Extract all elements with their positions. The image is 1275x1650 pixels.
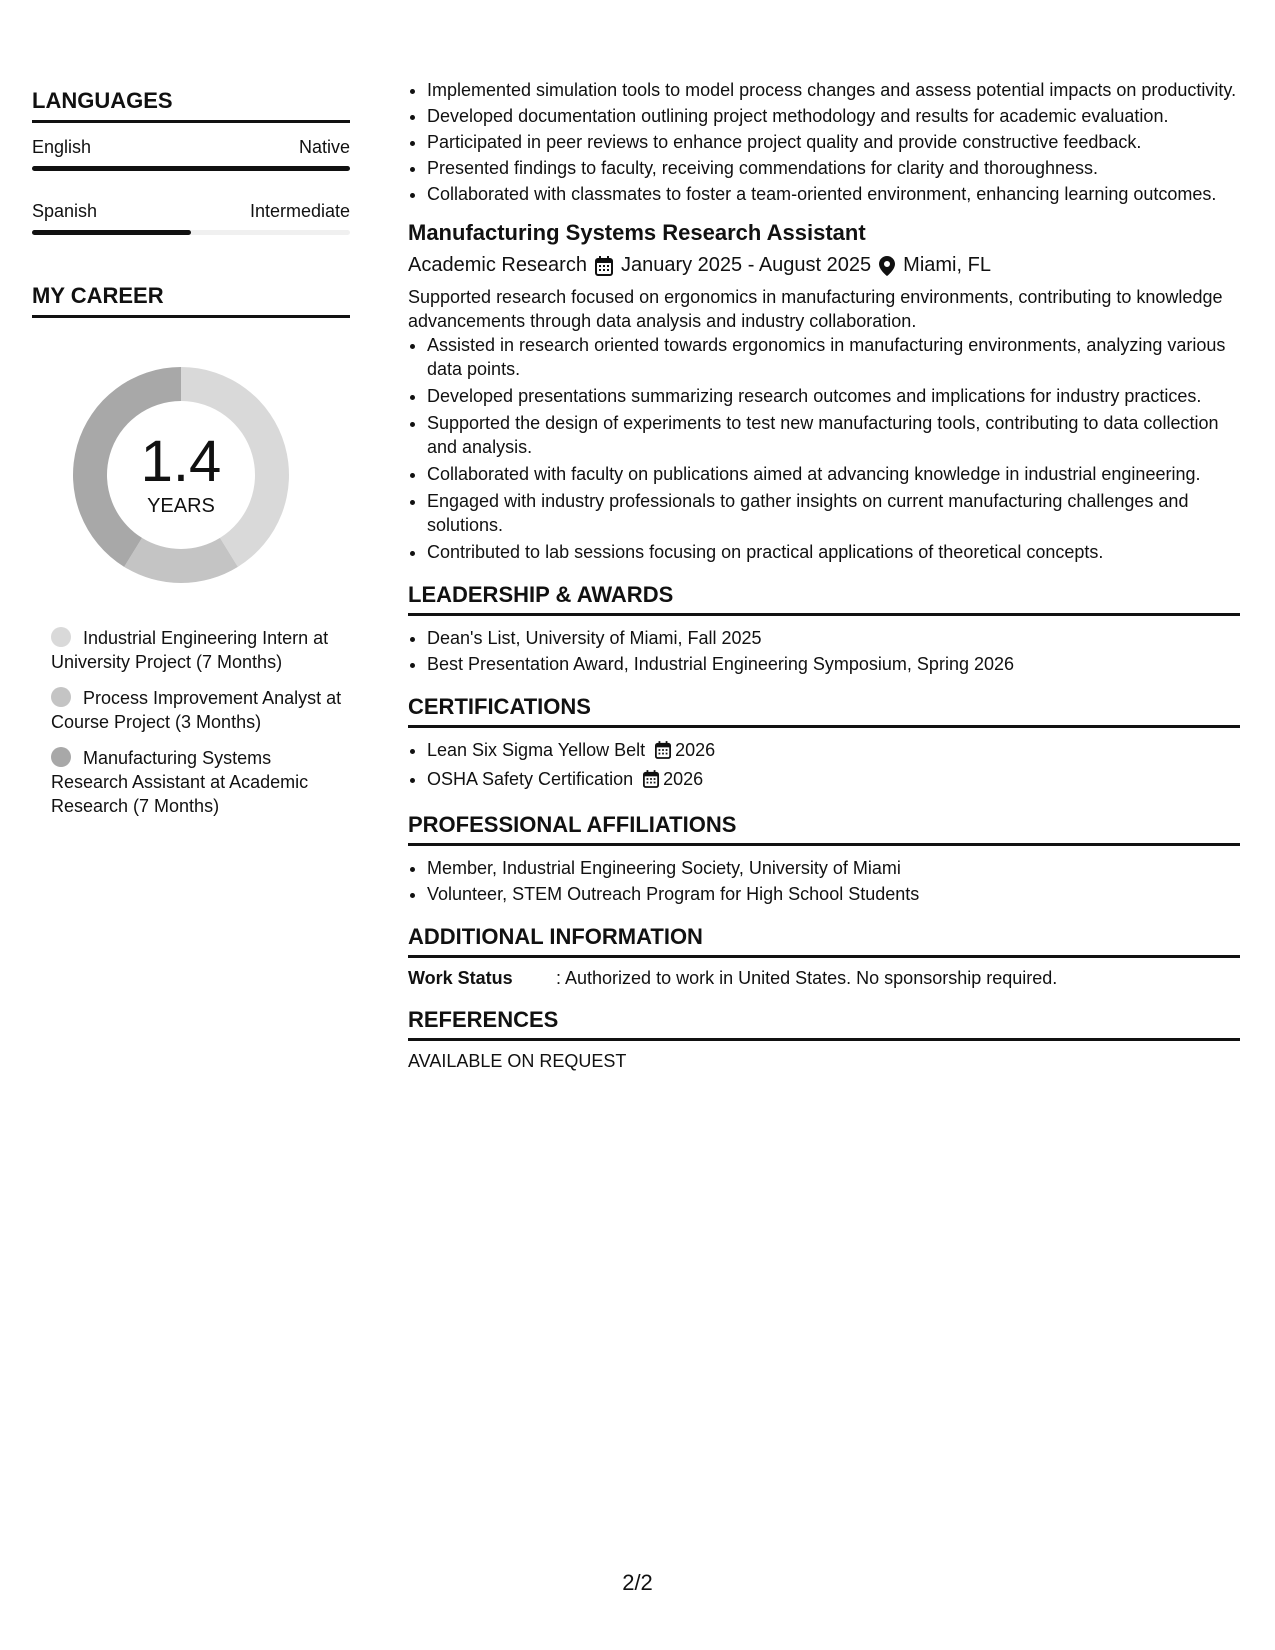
main-content — [408, 78, 1240, 1072]
career-donut-chart — [66, 360, 296, 590]
career-legend-item — [51, 746, 350, 818]
job-meta — [408, 254, 1240, 277]
language-name: Spanish — [32, 201, 98, 221]
certification-year: 2026 — [663, 769, 704, 789]
list-item: • Member, Industrial Engineering Society, University of Miami — [427, 856, 1240, 880]
affiliations-list — [408, 856, 1240, 906]
job-bullets — [408, 333, 1240, 564]
career-legend — [51, 626, 350, 818]
leadership-heading: LEADERSHIP & AWARDS — [408, 582, 1240, 616]
languages-heading: LANGUAGES — [32, 88, 350, 123]
list-item: • Assisted in research oriented towards ergonomics in manufacturing environments, analyzing various data points. — [427, 333, 1240, 381]
career-section — [32, 283, 350, 818]
list-item: • Developed presentations summarizing research outcomes and implications for industry practices. — [427, 384, 1240, 408]
language-level: Intermediate — [249, 201, 350, 221]
legend-dot — [51, 747, 71, 767]
legend-label: Industrial Engineering Intern at University Project (7 Months) — [51, 628, 329, 672]
leadership-list — [408, 626, 1240, 676]
job-company: Academic Research — [408, 254, 587, 276]
list-item: • Supported the design of experiments to test new manufacturing tools, contributing to data collection and analysis. — [427, 411, 1240, 459]
map-pin-icon — [879, 256, 895, 276]
language-item — [32, 137, 350, 171]
work-status-row — [408, 968, 1240, 989]
references-heading: REFERENCES — [408, 1007, 1240, 1041]
list-item: • Collaborated with faculty on publications aimed at advancing knowledge in industrial engineering. — [427, 462, 1240, 486]
job-description: Supported research focused on ergonomics in manufacturing environments, contributing to knowledge advancements through data analysis and industry collaboration. — [408, 287, 1223, 331]
certification-name: OSHA Safety Certification — [427, 769, 634, 789]
legend-label: Process Improvement Analyst at Course Project (3 Months) — [51, 688, 342, 732]
language-proficiency-fill — [32, 166, 350, 171]
legend-label: Manufacturing Systems Research Assistant at Academic Research (7 Months) — [51, 748, 309, 816]
job-dates: January 2025 - August 2025 — [620, 254, 872, 276]
prior-job-bullets — [408, 78, 1240, 206]
list-item: • Implemented simulation tools to model process changes and assess potential impacts on productivity. — [427, 78, 1240, 102]
list-item — [427, 767, 1240, 794]
work-status-value: : Authorized to work in United States. No sponsorship required. — [556, 968, 1058, 988]
additional-info-heading: ADDITIONAL INFORMATION — [408, 924, 1240, 958]
list-item: • Best Presentation Award, Industrial Engineering Symposium, Spring 2026 — [427, 652, 1240, 676]
language-item — [32, 201, 350, 235]
language-proficiency-fill — [32, 230, 191, 235]
job-title: Manufacturing Systems Research Assistant — [408, 220, 866, 245]
list-item: • Participated in peer reviews to enhance project quality and provide constructive feedback. — [427, 130, 1240, 154]
sidebar — [32, 88, 350, 830]
work-status-label: Work Status — [408, 968, 513, 988]
legend-dot — [51, 627, 71, 647]
certification-name: Lean Six Sigma Yellow Belt — [427, 740, 646, 760]
certifications-heading: CERTIFICATIONS — [408, 694, 1240, 728]
list-item: • Collaborated with classmates to foster a team-oriented environment, enhancing learning outcomes. — [427, 182, 1240, 206]
calendar-icon — [595, 256, 613, 276]
page-number: 2/2 — [622, 1570, 653, 1595]
list-item: • Dean's List, University of Miami, Fall 2025 — [427, 626, 1240, 650]
list-item: • Contributed to lab sessions focusing on practical applications of theoretical concepts. — [427, 540, 1240, 564]
career-legend-item — [51, 686, 350, 734]
legend-dot — [51, 687, 71, 707]
list-item — [427, 738, 1240, 765]
language-proficiency-bar — [32, 230, 350, 235]
job-location: Miami, FL — [903, 254, 991, 276]
affiliations-heading: PROFESSIONAL AFFILIATIONS — [408, 812, 1240, 846]
list-item: • Presented findings to faculty, receiving commendations for clarity and thoroughness. — [427, 156, 1240, 180]
list-item: • Volunteer, STEM Outreach Program for High School Students — [427, 882, 1240, 906]
list-item: • Engaged with industry professionals to gather insights on current manufacturing challenges and solutions. — [427, 489, 1240, 537]
career-heading: MY CAREER — [32, 283, 350, 318]
list-item: • Developed documentation outlining project methodology and results for academic evaluation. — [427, 104, 1240, 128]
certifications-list — [408, 738, 1240, 794]
career-total-unit: YEARS — [147, 494, 215, 517]
certification-year: 2026 — [675, 740, 716, 760]
calendar-icon — [643, 770, 659, 794]
calendar-icon — [655, 741, 671, 765]
language-proficiency-bar — [32, 166, 350, 171]
career-legend-item — [51, 626, 350, 674]
career-total-value: 1.4 — [140, 428, 222, 494]
language-level: Native — [298, 137, 350, 157]
language-name: English — [32, 137, 92, 157]
references-text: AVAILABLE ON REQUEST — [408, 1051, 627, 1071]
